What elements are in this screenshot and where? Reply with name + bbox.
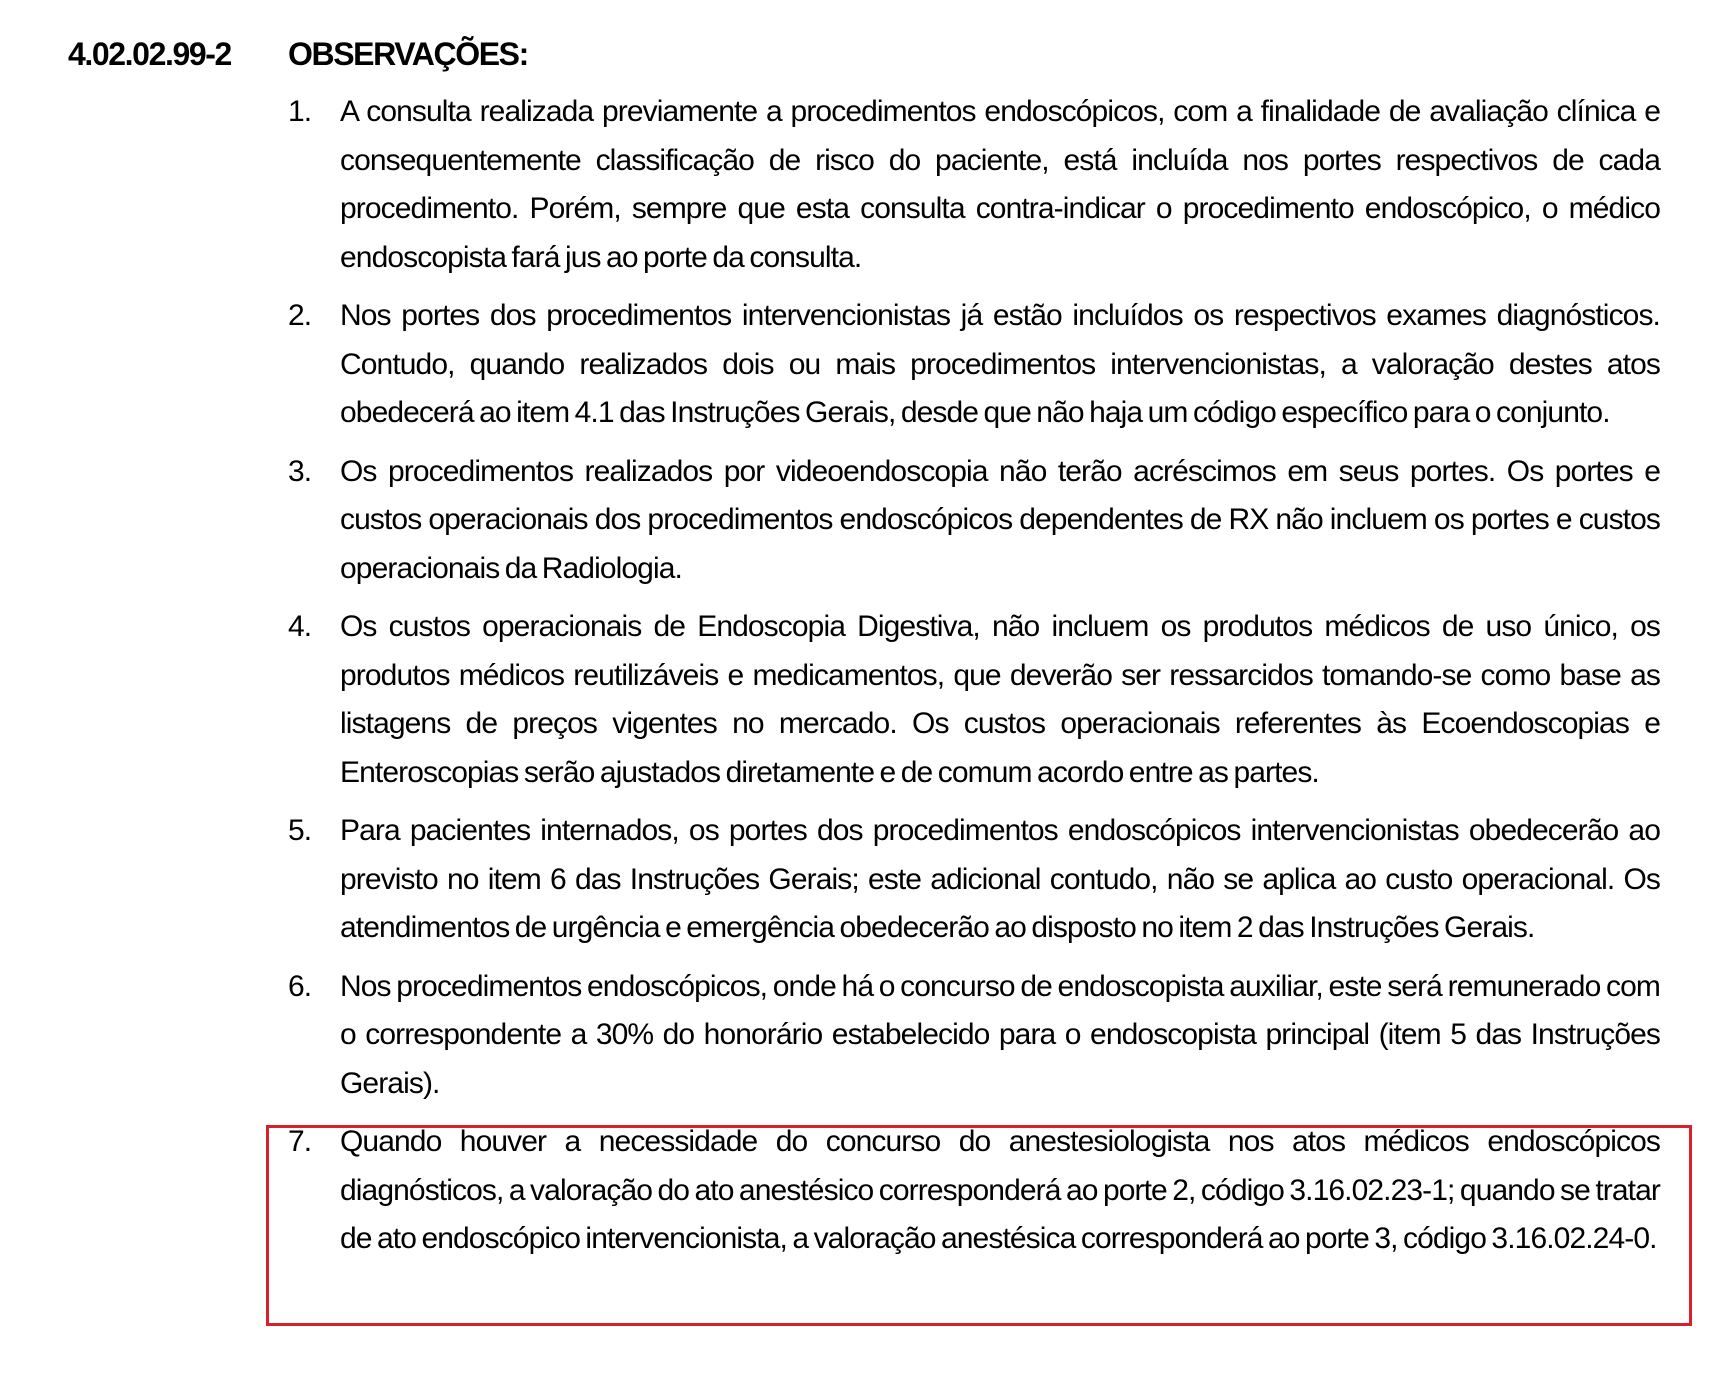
item-text: Nos procedimentos endoscópicos, onde há o concurso de endoscopista auxiliar, este será remunerado com o correspondente a 30% do honorário estabelecido para o endoscopista principal (item 5 das Instruções Gerais). [340,969,1660,1100]
observations-list [288,88,1660,1274]
observation-item-1 [288,88,1660,282]
observation-item-2 [288,292,1660,438]
observation-item-4 [288,603,1660,797]
item-text: Nos portes dos procedimentos intervencionistas já estão incluídos os respectivos exames diagnósticos. Contudo, quando realizados dois ou mais procedimentos intervencionistas, a valoração destes atos obedecerá ao item 4.1 das Instruções Gerais, desde que não haja um código específico para o conjunto. [340,299,1660,429]
item-text: Para pacientes internados, os portes dos procedimentos endoscópicos intervencionistas obedecerão ao previsto no item 6 das Instruções Gerais; este adicional contudo, não se aplica ao custo operacional. Os atendimentos de urgência e emergência obedecerão ao disposto no item 2 das Instruções Gerais. [340,814,1660,944]
item-number: 7. [288,1125,312,1158]
section-code: 4.02.02.99-2 [68,36,231,72]
item-text: Os procedimentos realizados por videoendoscopia não terão acréscimos em seus portes. Os portes e custos operacionais dos procedimentos endoscópicos dependentes de RX não incluem os portes e custos operacionais da Radiologia. [340,454,1660,585]
item-text: Os custos operacionais de Endoscopia Digestiva, não incluem os produtos médicos de uso único, os produtos médicos reutilizáveis e medicamentos, que deverão ser ressarcidos tomando-se como base as listagens de preços vigentes no mercado. Os custos operacionais referentes às Ecoendoscopias e Enteroscopias serão ajustados diretamente e de comum acordo entre as partes. [340,610,1660,789]
section-heading: OBSERVAÇÕES: [288,36,528,72]
item-number: 3. [288,454,312,488]
item-number: 2. [288,299,312,332]
item-number: 6. [288,969,312,1003]
item-text: Quando houver a necessidade do concurso do anestesiologista nos atos médicos endoscópicos diagnósticos, a valoração do ato anestésico corresponderá ao porte 2, código 3.16.02.23-1; quando se tratar de ato endoscópico intervencionista, a valoração anestésica corresponderá ao porte 3, código 3.16.02.24-0. [340,1125,1660,1255]
item-number: 1. [288,95,312,128]
observation-item-6 [288,963,1660,1109]
observation-item-3 [288,448,1660,594]
item-number: 4. [288,610,312,643]
item-number: 5. [288,814,312,847]
highlight-box-item-7 [266,1125,1692,1326]
observation-item-5 [288,807,1660,953]
item-text: A consulta realizada previamente a procedimentos endoscópicos, com a finalidade de avaliação clínica e consequentemente classificação de risco do paciente, está incluída nos portes respectivos de cada procedimento. Porém, sempre que esta consulta contra-indicar o procedimento endoscópico, o médico endoscopista fará jus ao porte da consulta. [340,95,1660,274]
